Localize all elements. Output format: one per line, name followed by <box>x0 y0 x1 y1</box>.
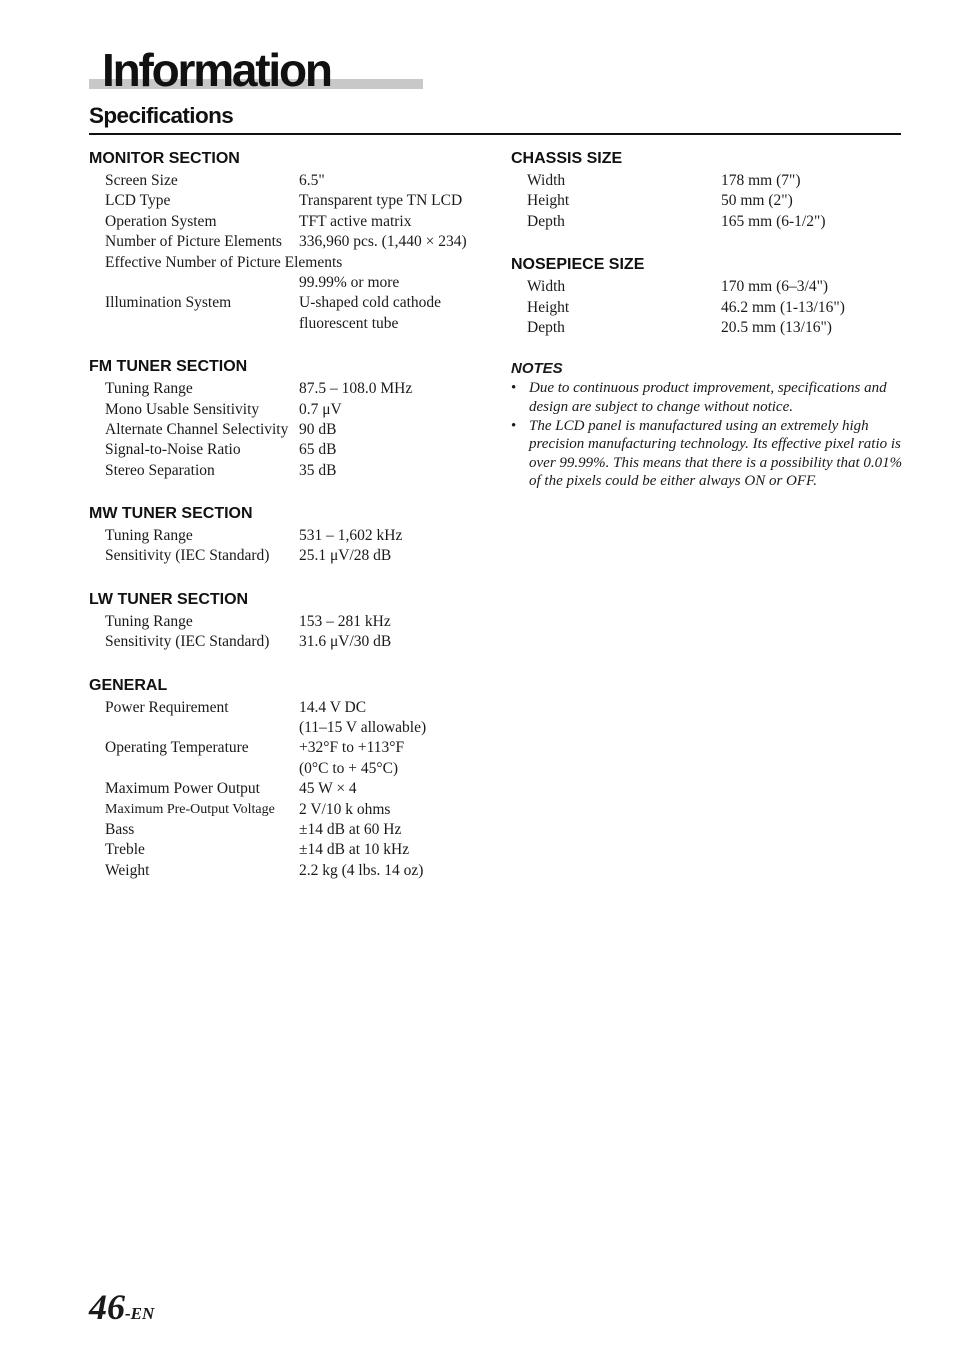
spec-label: Sensitivity (IEC Standard) <box>105 547 270 565</box>
spec-label: Depth <box>527 318 565 336</box>
spec-value: (11–15 V allowable) <box>299 719 427 737</box>
spec-row <box>89 171 489 191</box>
spec-row <box>89 861 489 881</box>
spec-label: Signal-to-Noise Ratio <box>105 441 241 459</box>
spec-label: Tuning Range <box>105 612 193 630</box>
spec-row <box>89 420 489 440</box>
spec-value: 45 W × 4 <box>299 780 357 798</box>
spec-label: Maximum Power Output <box>105 780 260 798</box>
spec-section-title: LW TUNER SECTION <box>89 590 249 608</box>
spec-label: Stereo Separation <box>105 461 215 479</box>
spec-row <box>89 400 489 420</box>
page-number <box>89 1285 154 1337</box>
spec-label: Illumination System <box>105 294 232 312</box>
spec-value: TFT active matrix <box>299 212 412 230</box>
spec-row <box>89 293 489 313</box>
spec-value: 0.7 μV <box>299 400 342 418</box>
spec-row <box>89 800 489 820</box>
spec-row <box>89 253 489 273</box>
note-text: The LCD panel is manufactured using an extremely high precision manufacturing technology. Its effective pixel ratio is over 99.99%. This means that there is a possibility that 0.01% of the pixels could be either always ON or OFF. <box>529 417 903 490</box>
spec-section-title: GENERAL <box>89 676 168 694</box>
spec-label: Tuning Range <box>105 380 193 398</box>
spec-row <box>89 232 489 252</box>
spec-row <box>511 191 903 211</box>
spec-value: +32°F to +113°F <box>299 739 405 757</box>
spec-label: Height <box>527 298 570 316</box>
spec-row <box>89 820 489 840</box>
spec-section <box>511 147 903 232</box>
spec-value: 25.1 μV/28 dB <box>299 547 392 565</box>
bullet-icon: • <box>511 417 517 434</box>
spec-value: 14.4 V DC <box>299 698 367 716</box>
spec-section <box>89 147 489 334</box>
spec-label: Height <box>527 192 570 210</box>
spec-label: Sensitivity (IEC Standard) <box>105 633 270 651</box>
spec-label: Mono Usable Sensitivity <box>105 400 260 418</box>
spec-label: Effective Number of Picture Elements <box>105 253 343 271</box>
spec-label: Maximum Pre-Output Voltage <box>105 801 275 817</box>
spec-label: Screen Size <box>105 172 178 189</box>
spec-row <box>89 379 489 399</box>
spec-label: Operating Temperature <box>105 739 249 757</box>
spec-value: 178 mm (7") <box>721 172 801 189</box>
spec-value: U-shaped cold cathode <box>299 294 442 312</box>
spec-value: 153 – 281 kHz <box>299 612 391 630</box>
spec-row <box>89 314 489 334</box>
spec-row <box>511 212 903 232</box>
spec-label: Width <box>527 278 566 296</box>
spec-value: 336,960 pcs. (1,440 × 234) <box>299 233 467 251</box>
spec-row <box>511 298 903 318</box>
spec-row <box>89 779 489 799</box>
spec-section <box>89 588 489 653</box>
spec-section <box>511 253 903 338</box>
spec-value: (0°C to + 45°C) <box>299 759 399 777</box>
spec-value: ±14 dB at 10 kHz <box>299 841 410 859</box>
spec-row <box>511 318 903 338</box>
spec-value: 46.2 mm (1-13/16") <box>721 298 845 316</box>
spec-label: Bass <box>105 820 135 838</box>
spec-value: 87.5 – 108.0 MHz <box>299 380 413 398</box>
spec-row <box>511 171 903 191</box>
spec-label: Power Requirement <box>105 698 229 716</box>
page-number-suffix: -EN <box>125 1304 155 1323</box>
spec-value: 2.2 kg (4 lbs. 14 oz) <box>299 861 424 879</box>
spec-label: Treble <box>105 841 145 859</box>
spec-value: 531 – 1,602 kHz <box>299 527 403 545</box>
spec-label: Alternate Channel Selectivity <box>105 420 289 438</box>
spec-label: Tuning Range <box>105 527 193 545</box>
spec-row <box>89 526 489 546</box>
spec-row <box>89 698 489 718</box>
left-column <box>89 147 489 902</box>
spec-label: Weight <box>105 861 150 879</box>
spec-label: Number of Picture Elements <box>105 233 282 251</box>
spec-row <box>89 546 489 566</box>
spec-section-title: MW TUNER SECTION <box>89 505 253 523</box>
spec-row <box>89 840 489 860</box>
spec-label: Operation System <box>105 212 217 230</box>
spec-value: 65 dB <box>299 441 337 459</box>
spec-row <box>89 212 489 232</box>
right-column <box>511 147 903 491</box>
bullet-icon: • <box>511 380 517 397</box>
spec-section-title: NOSEPIECE SIZE <box>511 256 645 274</box>
note-item <box>511 379 903 416</box>
spec-section <box>89 502 489 567</box>
spec-value: ±14 dB at 60 Hz <box>299 820 402 838</box>
spec-value: 20.5 mm (13/16") <box>721 318 832 336</box>
notes-block <box>511 359 903 491</box>
spec-value: 31.6 μV/30 dB <box>299 633 392 651</box>
spec-row <box>89 738 489 758</box>
spec-value: 6.5" <box>299 172 325 189</box>
section-subtitle: Specifications <box>89 103 234 128</box>
spec-value: 50 mm (2") <box>721 192 793 210</box>
spec-section-title: CHASSIS SIZE <box>511 150 623 167</box>
page-number-value: 46 <box>89 1287 125 1327</box>
spec-row <box>89 440 489 460</box>
spec-row <box>89 632 489 652</box>
page-title: Information <box>102 44 331 96</box>
spec-value: fluorescent tube <box>299 314 399 332</box>
spec-value: 90 dB <box>299 420 337 438</box>
note-text: Due to continuous product improvement, specifications and design are subject to change without notice. <box>529 380 887 415</box>
notes-title: NOTES <box>511 360 563 378</box>
spec-label: Depth <box>527 212 565 230</box>
spec-section <box>89 674 489 882</box>
spec-label: Width <box>527 172 566 189</box>
spec-section <box>89 355 489 481</box>
spec-row <box>89 273 489 293</box>
spec-label: LCD Type <box>105 192 171 210</box>
header-rule <box>89 133 901 135</box>
spec-section-title: MONITOR SECTION <box>89 150 240 167</box>
note-item <box>511 417 903 491</box>
spec-value: 170 mm (6–3/4") <box>721 278 829 296</box>
spec-value: 99.99% or more <box>299 273 400 291</box>
spec-value: 165 mm (6-1/2") <box>721 212 826 230</box>
spec-section-title: FM TUNER SECTION <box>89 358 248 376</box>
spec-value: Transparent type TN LCD <box>299 192 463 210</box>
spec-value: 35 dB <box>299 461 337 479</box>
spec-row <box>89 461 489 481</box>
spec-row <box>89 759 489 779</box>
spec-row <box>89 191 489 211</box>
spec-row <box>89 718 489 738</box>
spec-value: 2 V/10 k ohms <box>299 800 391 818</box>
spec-row <box>89 612 489 632</box>
spec-row <box>511 277 903 297</box>
